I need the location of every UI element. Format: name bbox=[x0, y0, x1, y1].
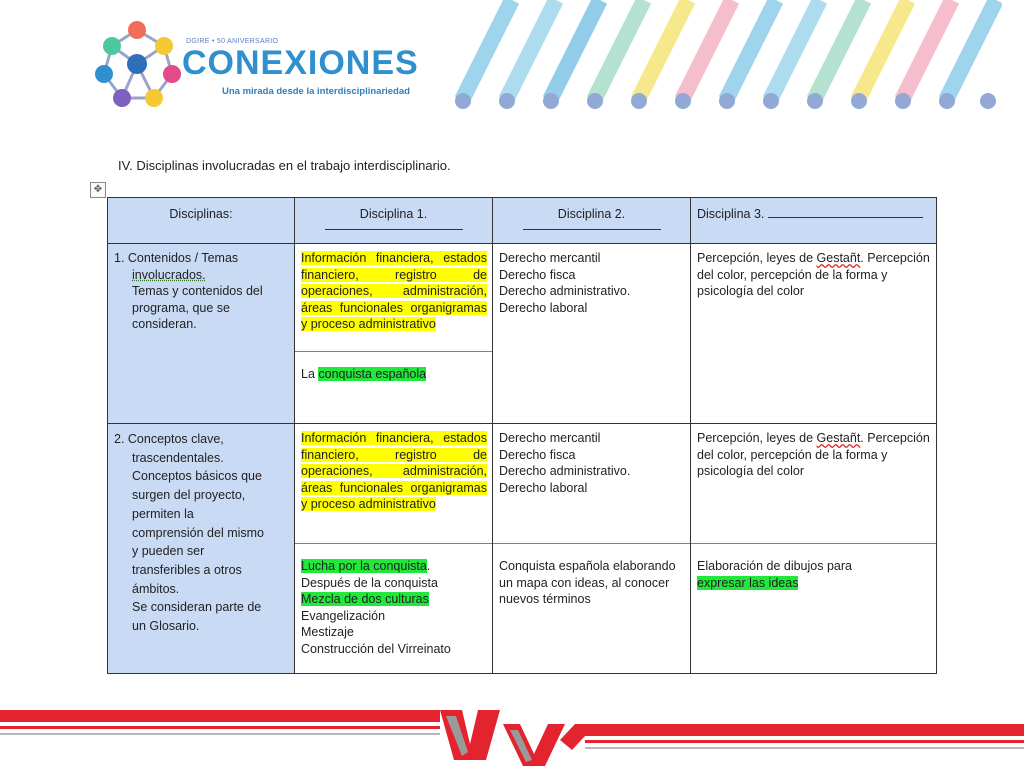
header-label: Disciplinas: bbox=[169, 207, 233, 221]
cell-line: Derecho fisca bbox=[499, 447, 576, 462]
cell-d2-contenidos bbox=[493, 244, 691, 424]
row-label-line: 1. Contenidos / Temas bbox=[114, 251, 239, 265]
cell-d1-bottom bbox=[295, 544, 492, 661]
cell-d2-text bbox=[493, 244, 690, 320]
page-header bbox=[0, 0, 1024, 130]
cell-d3-bottom bbox=[691, 544, 936, 595]
highlighted-text: Mezcla de dos culturas bbox=[301, 592, 429, 606]
decorative-stripes bbox=[452, 0, 1002, 112]
cell-text: . bbox=[426, 559, 431, 573]
molecule-logo-icon bbox=[92, 16, 182, 116]
row-label-line: comprensión del mismo bbox=[132, 525, 264, 540]
row-label-line: trascendentales. bbox=[132, 450, 224, 465]
blank-underline bbox=[325, 229, 463, 230]
misspelled-word: Gestañt bbox=[816, 431, 861, 445]
cell-text: . bbox=[860, 431, 864, 445]
cell-d1-top bbox=[295, 424, 492, 544]
cell-d3-contenidos bbox=[691, 244, 937, 424]
section-heading: IV. Disciplinas involucradas en el trabajo interdisciplinario. bbox=[118, 158, 451, 173]
cell-line: Elaboración de dibujos para bbox=[697, 559, 852, 573]
row-label-line: Conceptos básicos que bbox=[132, 469, 262, 484]
cell-text: Percepción, leyes de bbox=[697, 251, 817, 265]
row-label-line: un Glosario. bbox=[132, 619, 200, 634]
highlighted-text: conquista española bbox=[318, 367, 427, 381]
header-label: Disciplina 1. bbox=[359, 207, 428, 221]
header-disciplinas bbox=[108, 198, 295, 244]
cell-text: Percepción del color, percepción de la forma y psicología del color bbox=[697, 251, 930, 298]
cell-line: Derecho fisca bbox=[499, 267, 576, 282]
row-label-line: consideran. bbox=[132, 317, 197, 331]
row-label-line: y pueden ser bbox=[132, 544, 205, 559]
table-row-contenidos bbox=[108, 244, 937, 424]
header-disciplina-1 bbox=[295, 198, 493, 244]
table-move-handle-icon[interactable]: ✥ bbox=[90, 182, 106, 198]
page-footer bbox=[0, 700, 1024, 768]
cell-d1-top bbox=[295, 244, 492, 352]
highlighted-text: Lucha por la conquista bbox=[301, 559, 427, 573]
cell-text: Percepción, leyes de bbox=[697, 431, 817, 445]
row-label-conceptos bbox=[108, 424, 295, 674]
cell-text: . bbox=[860, 251, 864, 265]
highlighted-text: Información financiera, estados financiero, registro de operaciones, administración, áreas funcionales organigramas y proceso administrativo bbox=[301, 431, 487, 511]
highlighted-text: expresar las ideas bbox=[697, 575, 799, 590]
header-disciplina-3 bbox=[691, 198, 937, 244]
cell-d1-contenidos bbox=[295, 244, 493, 424]
disciplines-table bbox=[107, 197, 937, 674]
header-disciplina-2 bbox=[493, 198, 691, 244]
row-label-line: programa, que se bbox=[132, 300, 230, 315]
header-label: Disciplina 3. bbox=[697, 207, 765, 221]
table-header-row bbox=[108, 198, 937, 244]
row-label-line: Temas y contenidos del bbox=[132, 284, 263, 298]
header-label: Disciplina 2. bbox=[557, 207, 626, 221]
cell-d2-conceptos bbox=[493, 424, 691, 674]
table-row-conceptos bbox=[108, 424, 937, 674]
cell-d3-top bbox=[691, 424, 936, 544]
row-label-contenidos bbox=[108, 244, 295, 424]
row-label-line: permiten la bbox=[132, 506, 194, 521]
blank-underline bbox=[523, 229, 661, 230]
cell-line: Derecho laboral bbox=[499, 480, 588, 495]
blank-underline bbox=[768, 217, 923, 218]
cell-d1-bottom bbox=[295, 352, 492, 387]
cell-d3-text bbox=[691, 244, 936, 304]
row-label-line: 2. Conceptos clave, bbox=[114, 432, 224, 446]
cell-line: Construcción del Virreinato bbox=[301, 641, 451, 656]
cell-line: Después de la conquista bbox=[301, 575, 438, 590]
cell-line: Derecho mercantil bbox=[499, 431, 601, 445]
cell-d2-bottom bbox=[493, 544, 690, 612]
cell-d3-conceptos bbox=[691, 424, 937, 674]
cell-line: Derecho laboral bbox=[499, 300, 588, 315]
row-label-line: Se consideran parte de bbox=[132, 600, 262, 615]
cell-d2-top bbox=[493, 424, 690, 544]
logo-tagline: DGIRE • 50 ANIVERSARIO bbox=[186, 38, 279, 45]
logo-subtitle: Una mirada desde la interdisciplinariedad bbox=[222, 86, 410, 97]
row-label-line: surgen del proyecto, bbox=[132, 488, 246, 503]
cell-d1-conceptos bbox=[295, 424, 493, 674]
misspelled-word: Gestañt bbox=[816, 251, 861, 265]
row-label-line: transferibles a otros bbox=[132, 562, 242, 577]
row-label-line: ámbitos. bbox=[132, 581, 180, 596]
cell-line: Evangelización bbox=[301, 608, 386, 623]
cell-line: Mestizaje bbox=[301, 625, 354, 639]
footer-band bbox=[0, 700, 1024, 768]
row-label-line: involucrados. bbox=[132, 267, 206, 282]
cell-line: Derecho administrativo. bbox=[499, 464, 631, 478]
cell-line: Derecho mercantil bbox=[499, 251, 601, 265]
cell-line: Derecho administrativo. bbox=[499, 284, 631, 298]
cell-text: Conquista española elaborando un mapa con ideas, al conocer nuevos términos bbox=[499, 559, 676, 606]
cell-text: La bbox=[301, 367, 319, 381]
logo-title: CONEXIONES bbox=[182, 44, 419, 82]
highlighted-text: Información financiera, estados financiero, registro de operaciones, administración, áreas funcionales organigramas y proceso administrativo bbox=[301, 251, 487, 331]
cell-text: Percepción del color, percepción de la forma y psicología del color bbox=[697, 431, 930, 478]
